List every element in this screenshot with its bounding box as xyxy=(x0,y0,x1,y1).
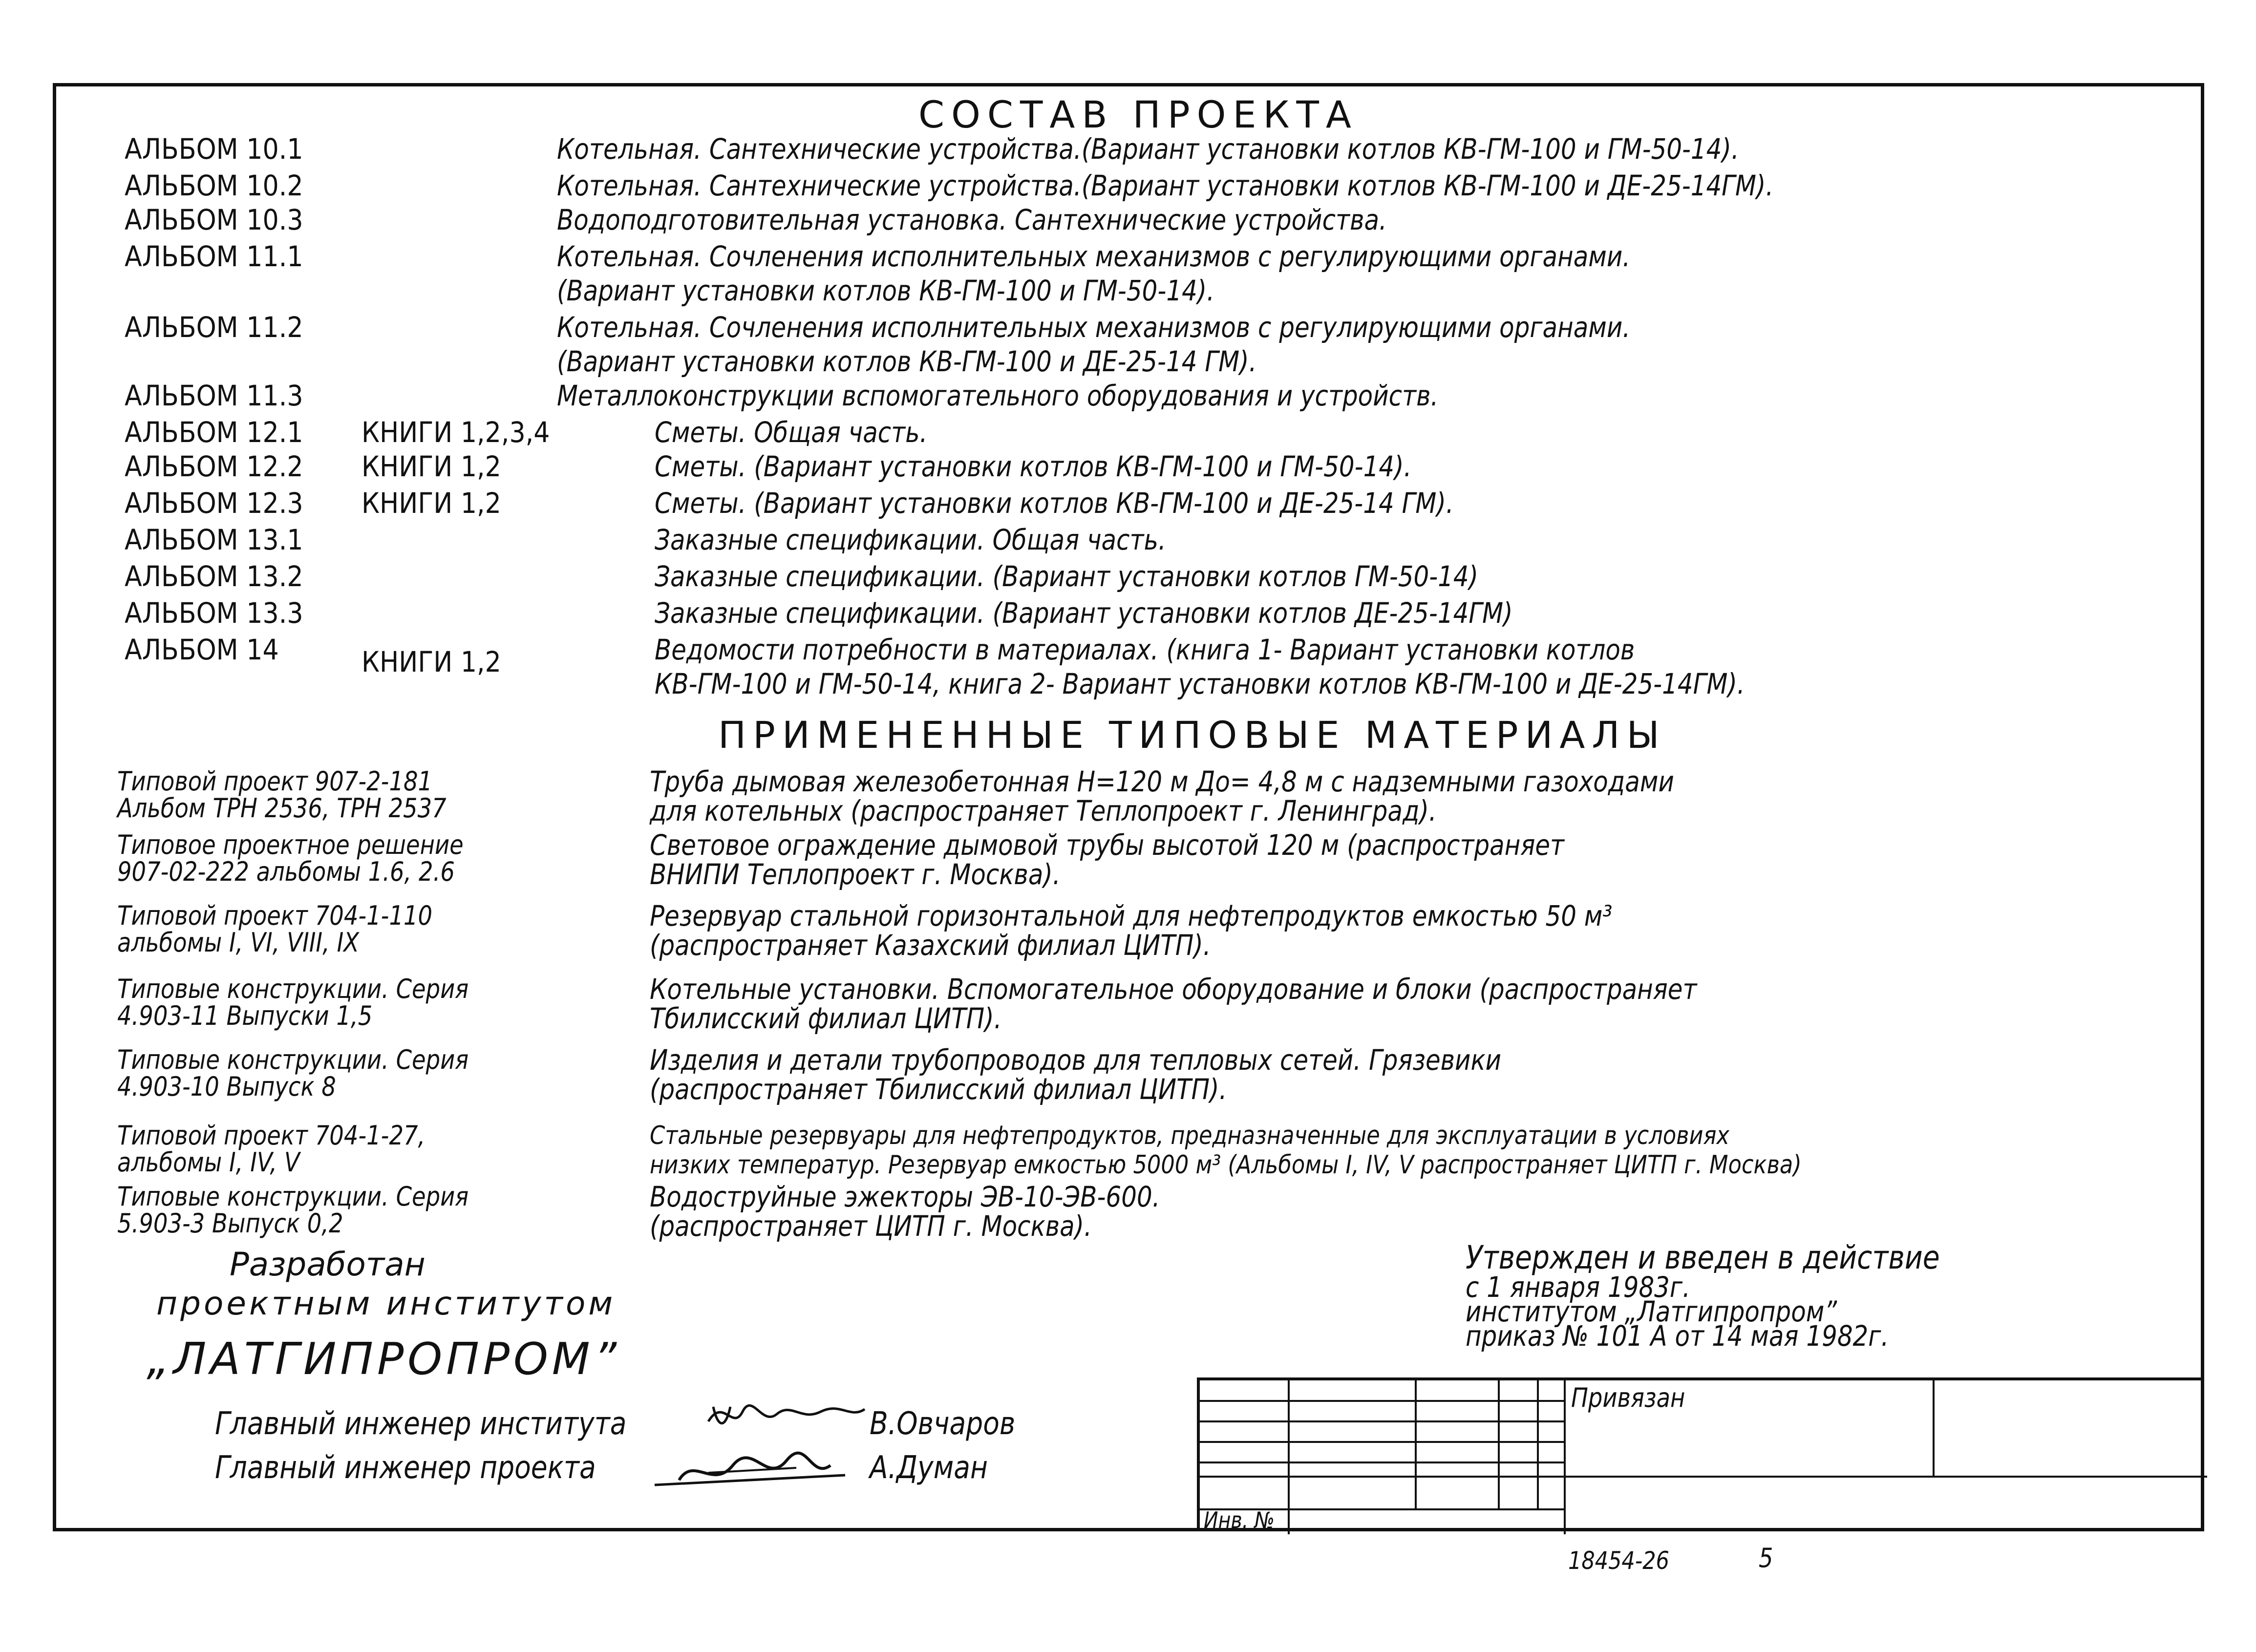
standard-description: Тбилисский филиал ЦИТП). xyxy=(650,1002,1002,1035)
standard-reference: Типовое проектное решение xyxy=(117,829,464,860)
standard-reference: Типовой проект 704-1-110 xyxy=(117,900,433,931)
album-description: Металлоконструкции вспомогательного оборудования и устройств. xyxy=(557,379,1439,412)
stamp-bound-label: Привязан xyxy=(1571,1382,1685,1413)
album-description: (Вариант установки котлов КВ-ГМ-100 и ГМ-50-14). xyxy=(557,274,1215,307)
chief-project-label: Главный инженер проекта xyxy=(215,1450,596,1486)
approval-line4: приказ № 101 А от 14 мая 1982г. xyxy=(1466,1319,1889,1353)
stamp-inv-label: Инв. № xyxy=(1204,1507,1275,1533)
standard-reference: Типовые конструкции. Серия xyxy=(117,974,469,1004)
chief-institute-signature xyxy=(703,1392,870,1436)
album-label: АЛЬБОМ 12.3 xyxy=(125,487,303,520)
album-description: Ведомости потребности в материалах. (книга 1- Вариант установки котлов xyxy=(655,633,1635,666)
album-label: АЛЬБОМ 12.1 xyxy=(125,416,303,449)
chief-institute-name: В.Овчаров xyxy=(870,1406,1016,1442)
standard-description: Стальные резервуары для нефтепродуктов, предназначенные для эксплуатации в условиях xyxy=(650,1121,1729,1150)
approval-line2: с 1 января 1983г. xyxy=(1466,1271,1690,1304)
album-description: Сметы. (Вариант установки котлов КВ-ГМ-100 и ГМ-50-14). xyxy=(655,450,1412,483)
standard-reference: Типовой проект 907-2-181 xyxy=(117,766,433,797)
standard-reference: Типовой проект 704-1-27, xyxy=(117,1120,426,1151)
standard-reference: Альбом ТРН 2536, ТРН 2537 xyxy=(117,793,447,824)
standard-reference: альбомы I, IV, V xyxy=(117,1147,300,1178)
standard-description: Световое ограждение дымовой трубы высотой 120 м (распространяет xyxy=(650,828,1565,862)
standard-reference: 4.903-11 Выпуски 1,5 xyxy=(117,1000,373,1031)
album-description: Водоподготовительная установка. Сантехнические устройства. xyxy=(557,203,1387,236)
standard-description: ВНИПИ Теплопроект г. Москва). xyxy=(650,858,1061,891)
album-label: АЛЬБОМ 13.1 xyxy=(125,523,303,556)
album-label: АЛЬБОМ 11.1 xyxy=(125,240,303,273)
album-description: Котельная. Сантехнические устройства.(Вариант установки котлов КВ-ГМ-100 и ГМ-50-14). xyxy=(557,132,1739,166)
album-description: Заказные спецификации. (Вариант установки котлов ДЕ-25-14ГМ) xyxy=(655,596,1513,630)
standard-description: для котельных (распространяет Теплопроект г. Ленинград). xyxy=(650,794,1437,827)
standard-description: Водоструйные эжекторы ЭВ-10-ЭВ-600. xyxy=(650,1180,1160,1213)
approval-line3: институтом „Латгипропром” xyxy=(1466,1295,1837,1328)
album-label: АЛЬБОМ 14 xyxy=(125,633,279,666)
standard-description: низких температур. Резервуар емкостью 5000 м³ (Альбомы I, IV, V распространяет ЦИТП г. Москва) xyxy=(650,1150,1802,1180)
album-description: КВ-ГМ-100 и ГМ-50-14, книга 2- Вариант установки котлов КВ-ГМ-100 и ДЕ-25-14ГМ). xyxy=(655,667,1745,700)
album-description: Сметы. Общая часть. xyxy=(655,416,928,449)
album-books: КНИГИ 1,2 xyxy=(362,645,501,678)
developer-line2: проектным институтом xyxy=(156,1285,616,1322)
album-description: Котельная. Сочленения исполнительных механизмов с регулирующими органами. xyxy=(557,311,1631,344)
album-label: АЛЬБОМ 13.3 xyxy=(125,596,303,630)
album-label: АЛЬБОМ 10.1 xyxy=(125,132,303,166)
standard-reference: Типовые конструкции. Серия xyxy=(117,1044,469,1075)
standard-description: Изделия и детали трубопроводов для тепловых сетей. Грязевики xyxy=(650,1043,1502,1077)
standard-reference: 5.903-3 Выпуск 0,2 xyxy=(117,1208,343,1239)
page-number: 5 xyxy=(1759,1543,1773,1573)
album-description: Котельная. Сочленения исполнительных механизмов с регулирующими органами. xyxy=(557,240,1631,273)
standard-reference: Типовые конструкции. Серия xyxy=(117,1181,469,1212)
standard-description: Котельные установки. Вспомогательное оборудование и блоки (распространяет xyxy=(650,973,1697,1006)
album-description: Котельная. Сантехнические устройства.(Вариант установки котлов КВ-ГМ-100 и ДЕ-25-14ГМ). xyxy=(557,169,1774,202)
standards-title: ПРИМЕНЕННЫЕ ТИПОВЫЕ МАТЕРИАЛЫ xyxy=(718,713,1666,757)
album-description: (Вариант установки котлов КВ-ГМ-100 и ДЕ-25-14 ГМ). xyxy=(557,345,1257,378)
standard-reference: 4.903-10 Выпуск 8 xyxy=(117,1071,336,1102)
standard-description: Резервуар стальной горизонтальной для нефтепродуктов емкостью 50 м³ xyxy=(650,899,1613,932)
standard-description: (распространяет Казахский филиал ЦИТП). xyxy=(650,929,1211,962)
album-books: КНИГИ 1,2 xyxy=(362,450,501,483)
album-label: АЛЬБОМ 12.2 xyxy=(125,450,303,483)
album-description: Заказные спецификации. Общая часть. xyxy=(655,523,1166,556)
developer-line1: Разработан xyxy=(230,1246,426,1283)
approval-line1: Утвержден и введен в действие xyxy=(1466,1239,1940,1276)
standard-description: Труба дымовая железобетонная Н=120 м Дo= 4,8 м с надземными газоходами xyxy=(650,765,1674,798)
album-description: Сметы. (Вариант установки котлов КВ-ГМ-100 и ДЕ-25-14 ГМ). xyxy=(655,487,1454,520)
album-label: АЛЬБОМ 13.2 xyxy=(125,560,303,593)
standard-reference: 907-02-222 альбомы 1.6, 2.6 xyxy=(117,856,455,887)
album-label: АЛЬБОМ 10.2 xyxy=(125,169,303,202)
album-books: КНИГИ 1,2 xyxy=(362,487,501,520)
composition-title: СОСТАВ ПРОЕКТА xyxy=(918,93,1358,136)
developer-institute: „ЛАТГИПРОПРОМ” xyxy=(147,1334,621,1385)
album-label: АЛЬБОМ 10.3 xyxy=(125,203,303,236)
album-books: КНИГИ 1,2,3,4 xyxy=(362,416,550,449)
doc-number: 18454-26 xyxy=(1568,1546,1670,1575)
chief-project-signature xyxy=(650,1446,855,1500)
chief-project-name: А.Думан xyxy=(870,1450,988,1486)
album-label: АЛЬБОМ 11.2 xyxy=(125,311,303,344)
chief-institute-label: Главный инженер института xyxy=(215,1406,627,1442)
standard-description: (распространяет ЦИТП г. Москва). xyxy=(650,1209,1092,1243)
standard-reference: альбомы I, VI, VIII, IX xyxy=(117,927,360,958)
album-description: Заказные спецификации. (Вариант установки котлов ГМ-50-14) xyxy=(655,560,1479,593)
album-label: АЛЬБОМ 11.3 xyxy=(125,379,303,412)
standard-description: (распространяет Тбилисский филиал ЦИТП). xyxy=(650,1073,1227,1106)
title-block-stamp xyxy=(1197,1377,2204,1531)
